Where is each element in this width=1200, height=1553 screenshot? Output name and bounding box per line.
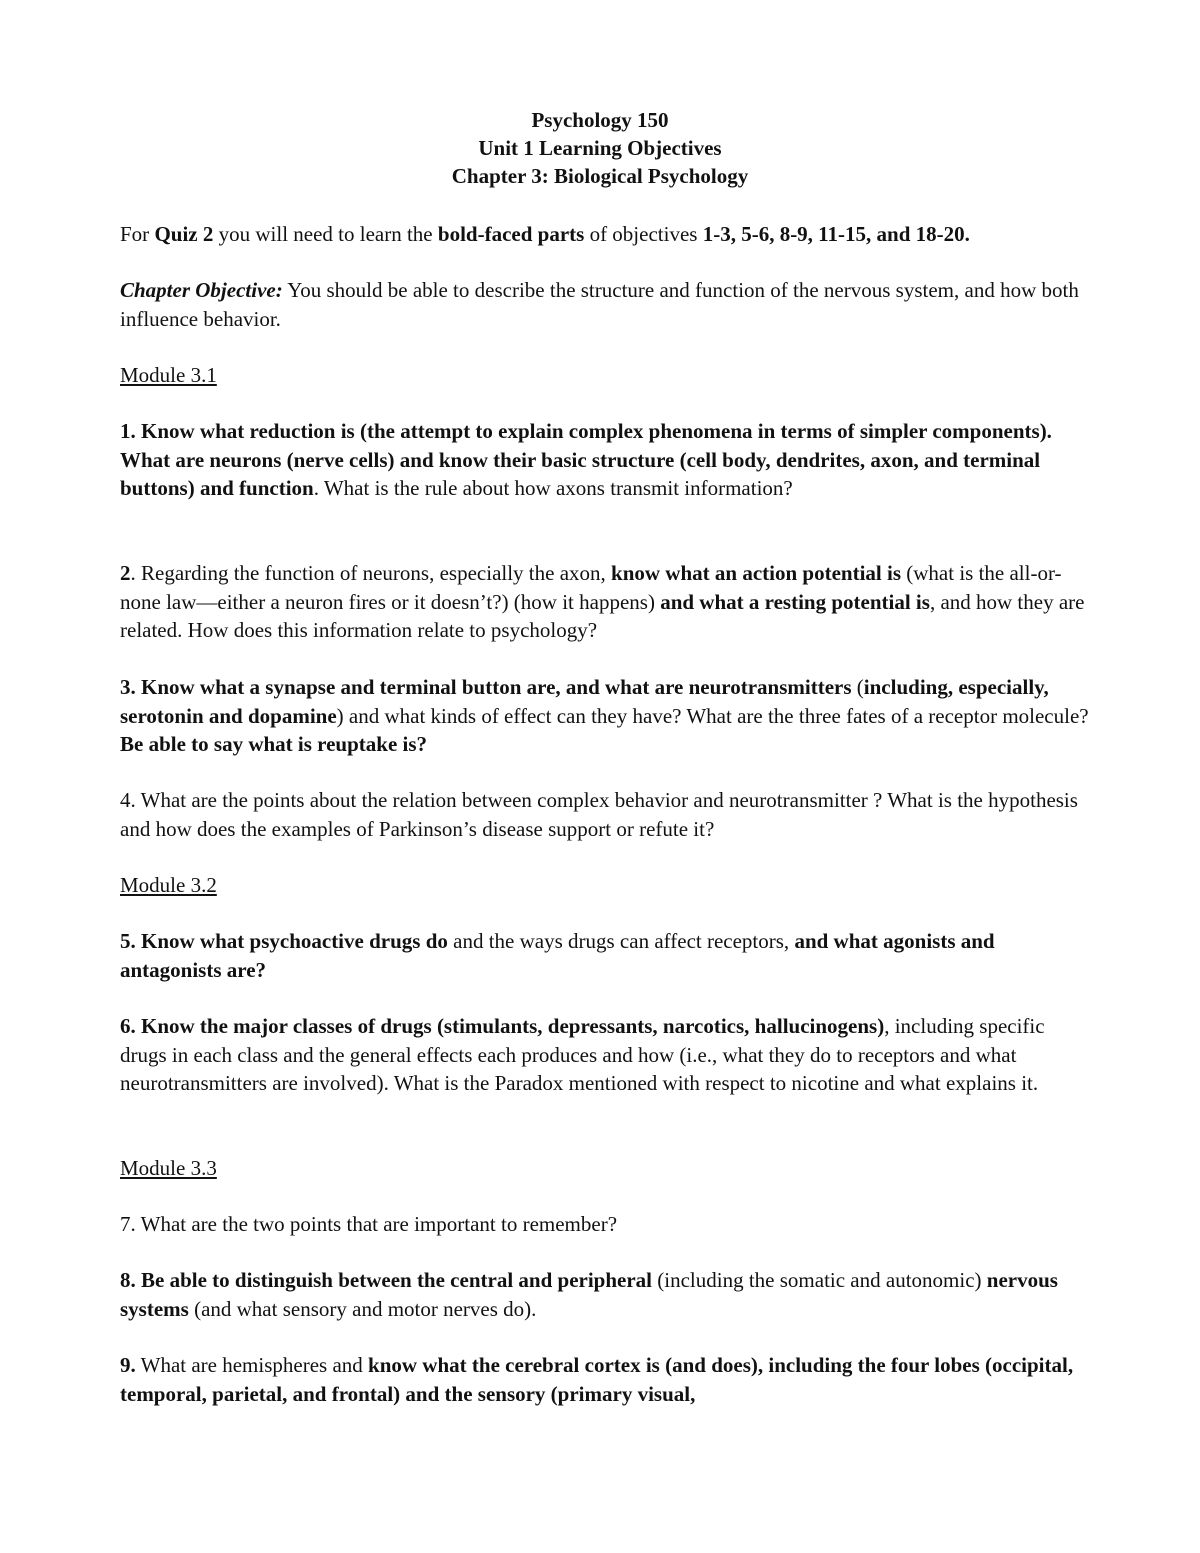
quiz-note-text: of objectives xyxy=(584,222,703,246)
objective-2 xyxy=(120,559,1090,645)
objective-7 xyxy=(120,1210,1090,1239)
objective-bold: 2 xyxy=(120,561,131,585)
objective-bold: 5. Know what psychoactive drugs do xyxy=(120,929,448,953)
objective-bold: and what a resting potential is xyxy=(660,589,930,614)
objective-bold: 3. Know what a synapse and terminal button are, and what are neurotransmitters xyxy=(120,675,852,699)
objective-1 xyxy=(120,417,1090,503)
quiz-note-bold: bold-faced parts xyxy=(437,222,585,246)
module-heading: Module 3.1 xyxy=(120,363,217,387)
quiz-note-bold: 1-3, 5-6, 8-9, 11-15, and 18-20. xyxy=(702,222,970,246)
objective-text: 7. What are the two points that are important to remember? xyxy=(120,1212,618,1236)
chapter-objective xyxy=(120,276,1090,333)
quiz-note-text: you will need to learn the xyxy=(213,222,438,246)
chapter-objective-text: You should be able to describe the structure and function of the nervous system, and how both influence behavior. xyxy=(120,278,1079,331)
objective-text: (what is the all-or-none law—either a neuron fires or it doesn’t?) (how it happens) xyxy=(120,561,1062,614)
objective-text: ( xyxy=(851,675,864,699)
objective-bold: 8. Be able to distinguish between the central and peripheral xyxy=(120,1268,653,1292)
objective-bold: 1. Know what reduction is (the attempt to explain complex phenomena in terms of simpler components). What are neurons (nerve cells) and know their basic structure (cell body, dendrites, axon, and terminal buttons) and function xyxy=(120,419,1052,500)
quiz-note xyxy=(120,220,1090,249)
module-heading: Module 3.3 xyxy=(120,1156,217,1180)
objective-bold: Be able to say what is reuptake is? xyxy=(120,732,428,756)
objective-text: , including specific drugs in each class and the general effects each produces and how (i.e., what they do to receptors and what neurotransmitters are involved). What is the Paradox mentioned with respect to nicotine and what explains it. xyxy=(120,1014,1045,1095)
objective-text: . Regarding the function of neurons, especially the axon, xyxy=(130,561,612,585)
objective-bold: nervous systems xyxy=(120,1268,1058,1321)
unit-title: Unit 1 Learning Objectives xyxy=(478,136,722,160)
objective-text: 4. What are the points about the relation between complex behavior and neurotransmitter ? What is the hypothesis and how does the examples of Parkinson’s disease support or refute it? xyxy=(120,788,1078,841)
objective-5 xyxy=(120,927,1090,984)
objective-4 xyxy=(120,786,1090,843)
course-title: Psychology 150 xyxy=(531,108,669,132)
objective-bold: including, especially, serotonin and dopamine xyxy=(120,675,1049,728)
objective-bold: know what the cerebral cortex is (and does), including the four lobes (occipital, temporal, parietal, and frontal) and the sensory (primary visual, xyxy=(120,1353,1074,1406)
objective-bold: and what agonists and antagonists are? xyxy=(120,929,995,982)
objective-3 xyxy=(120,673,1090,759)
objective-8 xyxy=(120,1266,1090,1323)
quiz-note-bold: Quiz 2 xyxy=(154,222,214,246)
chapter-title: Chapter 3: Biological Psychology xyxy=(451,164,749,188)
objective-text: , and how they are related. How does this information relate to psychology? xyxy=(120,589,1085,642)
quiz-note-text: For xyxy=(120,222,155,246)
objective-text: (and what sensory and motor nerves do). xyxy=(188,1296,537,1321)
objective-text: What are hemispheres and xyxy=(135,1353,369,1377)
document-header xyxy=(0,106,1200,190)
objective-text: . What is the rule about how axons transmit information? xyxy=(313,476,793,500)
chapter-objective-label: Chapter Objective: xyxy=(120,278,283,302)
objective-bold: know what an action potential is xyxy=(611,561,901,585)
objective-9 xyxy=(120,1351,1090,1408)
objective-6 xyxy=(120,1012,1090,1098)
objective-text: (including the somatic and autonomic) xyxy=(652,1268,987,1292)
objective-bold: 6. Know the major classes of drugs (stimulants, depressants, narcotics, hallucinogens) xyxy=(120,1014,885,1038)
objective-text: ) and what kinds of effect can they have? What are the three fates of a receptor molecule? xyxy=(336,703,1089,728)
objective-bold: 9. xyxy=(120,1353,136,1377)
objective-text: and the ways drugs can affect receptors, xyxy=(447,929,795,953)
module-heading: Module 3.2 xyxy=(120,873,217,897)
